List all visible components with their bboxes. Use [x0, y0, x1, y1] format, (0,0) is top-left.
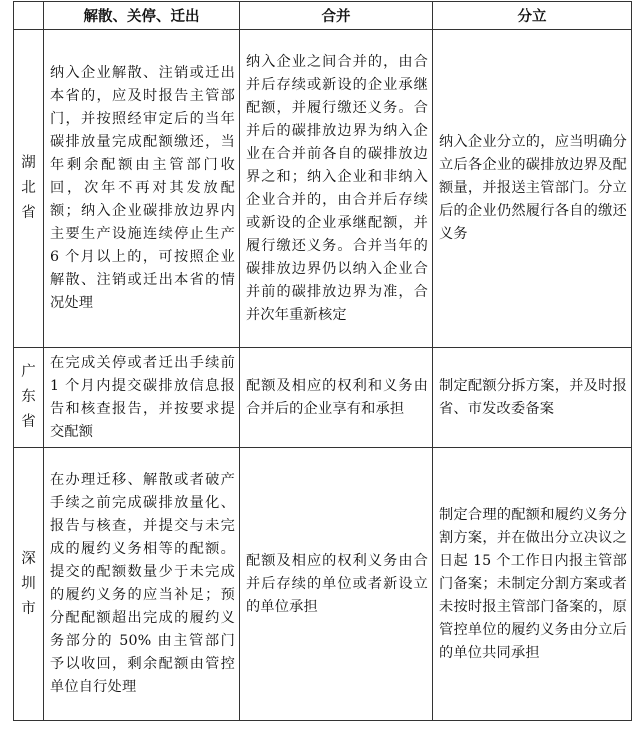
- header-dissolution: 解散、关停、迁出: [44, 2, 240, 30]
- province-cell: 湖北省: [14, 30, 44, 348]
- dissolution-cell: 纳入企业解散、注销或迁出本省的，应及时报告主管部门，并按照经审定后的当年碳排放量完成配额缴还，当年剩余配额由主管部门收回，次年不再对其发放配额；纳入企业碳排放边界内主要生产设施连续停止生产 6 个月以上的，可按照企业解散、注销或迁出本省的情况处理: [44, 30, 240, 348]
- table-row: [14, 30, 632, 348]
- merger-cell: 纳入企业之间合并的，由合并后存续或新设的企业承继配额，并履行缴还义务。合并后的碳排放边界为纳入企业在合并前各自的碳排放边界之和；纳入企业和非纳入企业合并的，由合并后存续或新设的企业承继配额，并履行缴还义务。合并当年的碳排放边界仍以纳入企业合并前的碳排放边界为准，合并次年重新核定: [240, 30, 433, 348]
- header-merger: 合并: [240, 2, 433, 30]
- header-row: [14, 2, 632, 30]
- table-row: [14, 448, 632, 721]
- dissolution-cell: 在完成关停或者迁出手续前 1 个月内提交碳排放信息报告和核查报告，并按要求提交配额: [44, 348, 240, 448]
- header-corner: [14, 2, 44, 30]
- merger-cell: 配额及相应的权利义务由合并后存续的单位或者新设立的单位承担: [240, 448, 433, 721]
- split-cell: 纳入企业分立的，应当明确分立后各企业的碳排放边界及配额量，并报送主管部门。分立后的企业仍然履行各自的缴还义务: [433, 30, 632, 348]
- policy-comparison-table: [13, 1, 632, 721]
- province-cell: 深圳市: [14, 448, 44, 721]
- dissolution-cell: 在办理迁移、解散或者破产手续之前完成碳排放量化、报告与核查，并提交与未完成的履约义务相等的配额。提交的配额数量少于未完成的履约义务的应当补足；预分配配额超出完成的履约义务部分的 50% 由主管部门予以收回，剩余配额由管控单位自行处理: [44, 448, 240, 721]
- province-cell: 广东省: [14, 348, 44, 448]
- header-split: 分立: [433, 2, 632, 30]
- split-cell: 制定配额分拆方案，并及时报省、市发改委备案: [433, 348, 632, 448]
- table-row: [14, 348, 632, 448]
- merger-cell: 配额及相应的权利和义务由合并后的企业享有和承担: [240, 348, 433, 448]
- split-cell: 制定合理的配额和履约义务分割方案，并在做出分立决议之日起 15 个工作日内报主管部门备案；未制定分割方案或者未按时报主管部门备案的，原管控单位的履约义务由分立后的单位共同承担: [433, 448, 632, 721]
